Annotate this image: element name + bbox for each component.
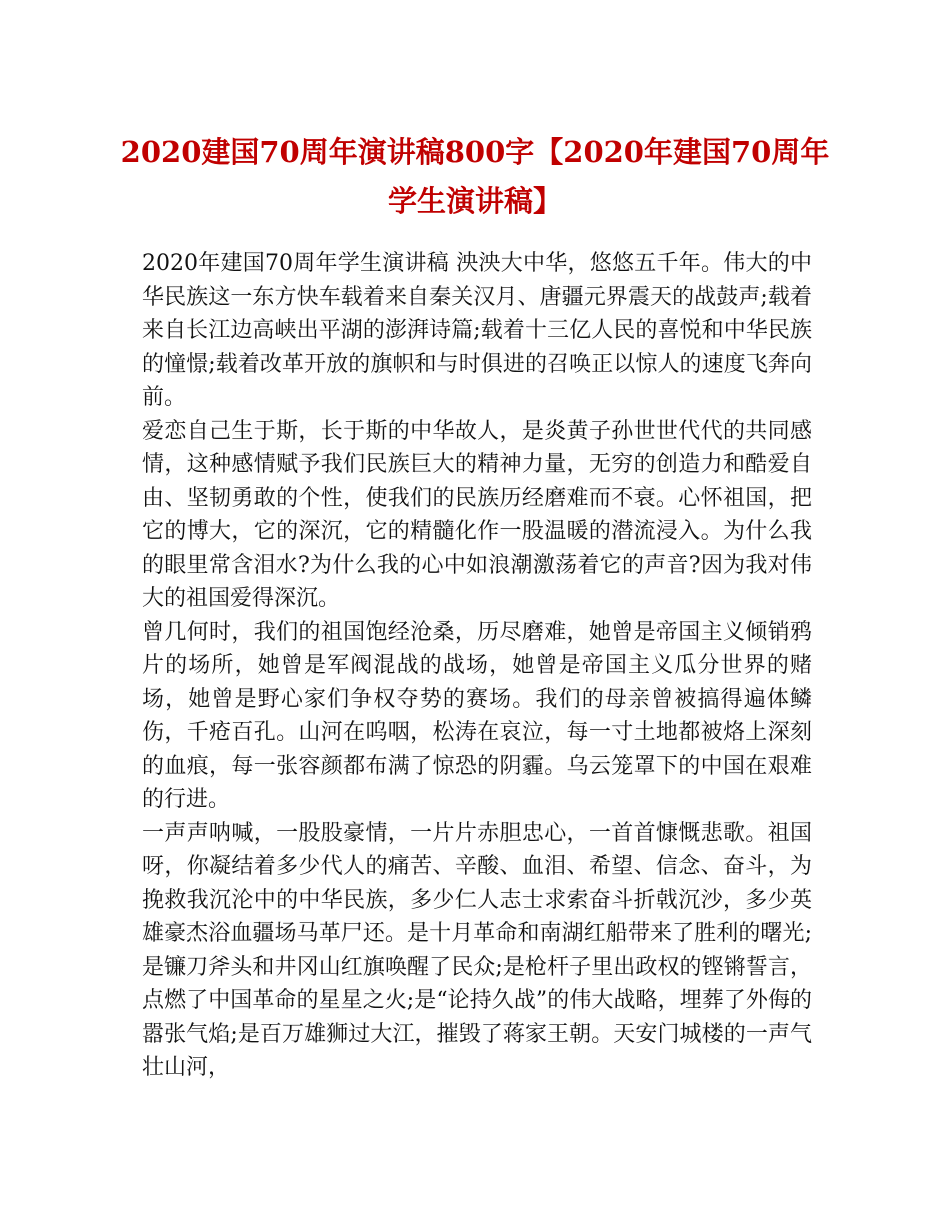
document-body [142, 247, 812, 1085]
paragraph-4: 一声声呐喊，一股股豪情，一片片赤胆忠心，一首首慷慨悲歌。祖国呀，你凝结着多少代人的痛苦、辛酸、血泪、希望、信念、奋斗，为挽救我沉沦中的中华民族，多少仁人志士求索奋斗折戟沉沙，多少英雄豪杰浴血疆场马革尸还。是十月革命和南湖红船带来了胜利的曙光;是镰刀斧头和井冈山红旗唤醒了民众;是枪杆子里出政权的铿锵誓言，点燃了中国革命的星星之火;是“论持久战”的伟大战略，埋葬了外侮的嚣张气焰;是百万雄狮过大江，摧毁了蒋家王朝。天安门城楼的一声气壮山河， [142, 820, 812, 1080]
paragraph-2: 爱恋自己生于斯，长于斯的中华故人，是炎黄子孙世世代代的共同感情，这种感情赋予我们民族巨大的精神力量，无穷的创造力和酷爱自由、坚韧勇敢的个性，使我们的民族历经磨难而不衰。心怀祖国，把它的博大，它的深沉，它的精髓化作一股温暖的潜流浸入。为什么我的眼里常含泪水?为什么我的心中如浪潮激荡着它的声音?因为我对伟大的祖国爱得深沉。 [142, 418, 812, 611]
paragraph-3: 曾几何时，我们的祖国饱经沧桑，历尽磨难，她曾是帝国主义倾销鸦片的场所，她曾是军阀混战的战场，她曾是帝国主义瓜分世界的赌场，她曾是野心家们争权夺势的赛场。我们的母亲曾被搞得遍体鳞伤，千疮百孔。山河在呜咽，松涛在哀泣，每一寸土地都被烙上深刻的血痕，每一张容颜都布满了惊恐的阴霾。乌云笼罩下的中国在艰难的行进。 [142, 619, 812, 812]
document-title: 2020建国70周年演讲稿800字【2020年建国70周年学生演讲稿】 [120, 135, 830, 218]
paragraph-1: 2020年建国70周年学生演讲稿 泱泱大中华，悠悠五千年。伟大的中华民族这一东方快车载着来自秦关汉月、唐疆元界震天的战鼓声;载着来自长江边高峡出平湖的澎湃诗篇;载着十三亿人民的喜悦和中华民族的憧憬;载着改革开放的旗帜和与时俱进的召唤正以惊人的速度飞奔向前。 [142, 251, 812, 410]
